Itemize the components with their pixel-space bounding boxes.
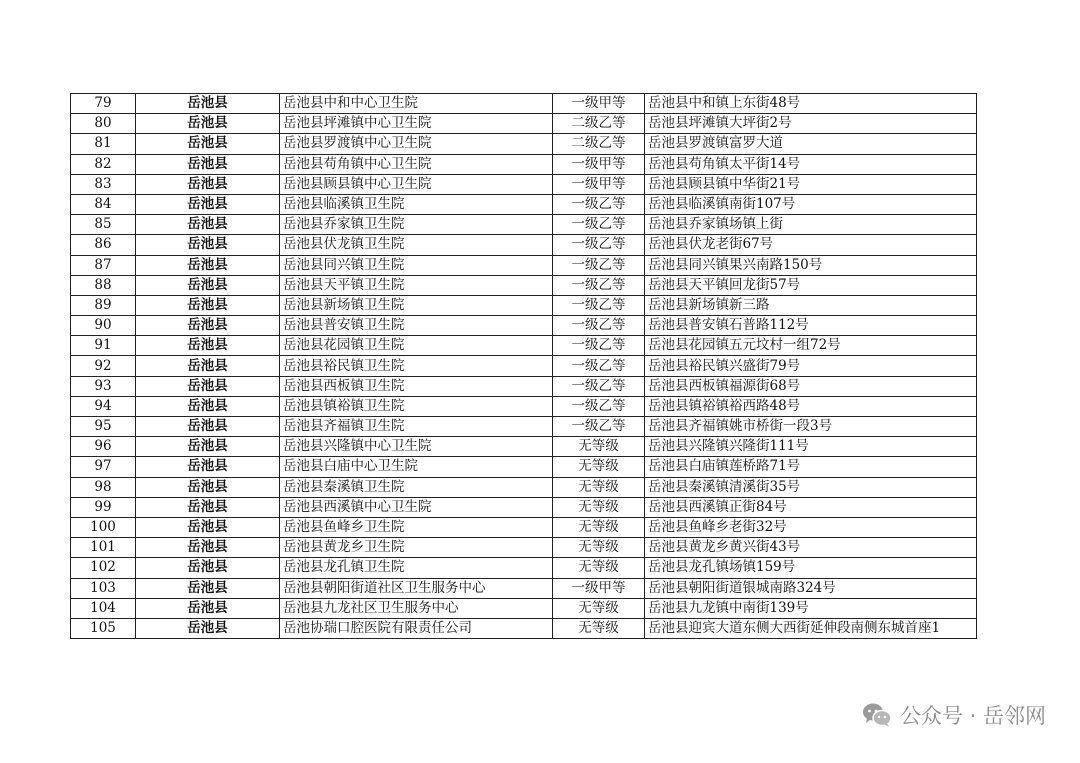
institution-name-cell: 岳池县秦溪镇卫生院: [280, 477, 553, 497]
institution-name-cell: 岳池县罗渡镇中心卫生院: [280, 134, 553, 154]
county-cell: 岳池县: [136, 437, 280, 457]
address-cell: 岳池县新场镇新三路: [645, 295, 977, 315]
address-cell: 岳池县裕民镇兴盛街79号: [645, 356, 977, 376]
table-row: [71, 457, 977, 477]
row-number: 104: [71, 598, 136, 618]
row-number: 81: [71, 134, 136, 154]
grade-cell: 一级甲等: [553, 154, 645, 174]
institution-name-cell: 岳池县齐福镇卫生院: [280, 417, 553, 437]
watermark-text: 公众号 · 岳邻网: [899, 704, 1046, 728]
row-number: 91: [71, 336, 136, 356]
table-row: [71, 417, 977, 437]
watermark: [862, 700, 1046, 730]
address-cell: 岳池县同兴镇果兴南路150号: [645, 255, 977, 275]
county-cell: 岳池县: [136, 215, 280, 235]
address-cell: 岳池县白庙镇莲桥路71号: [645, 457, 977, 477]
grade-cell: 二级乙等: [553, 134, 645, 154]
institution-name-cell: 岳池县鱼峰乡卫生院: [280, 517, 553, 537]
county-cell: 岳池县: [136, 235, 280, 255]
grade-cell: 无等级: [553, 497, 645, 517]
county-cell: 岳池县: [136, 255, 280, 275]
grade-cell: 无等级: [553, 517, 645, 537]
row-number: 87: [71, 255, 136, 275]
county-cell: 岳池县: [136, 598, 280, 618]
county-cell: 岳池县: [136, 477, 280, 497]
row-number: 101: [71, 538, 136, 558]
table-row: [71, 255, 977, 275]
county-cell: 岳池县: [136, 114, 280, 134]
table-row: [71, 215, 977, 235]
row-number: 102: [71, 558, 136, 578]
county-cell: 岳池县: [136, 356, 280, 376]
county-cell: 岳池县: [136, 134, 280, 154]
grade-cell: 一级乙等: [553, 336, 645, 356]
institution-name-cell: 岳池县镇裕镇卫生院: [280, 396, 553, 416]
table-row: [71, 558, 977, 578]
hospital-table: [70, 93, 977, 639]
county-cell: 岳池县: [136, 336, 280, 356]
address-cell: 岳池县普安镇石普路112号: [645, 316, 977, 336]
institution-name-cell: 岳池县天平镇卫生院: [280, 275, 553, 295]
grade-cell: 一级乙等: [553, 356, 645, 376]
table-row: [71, 437, 977, 457]
row-number: 100: [71, 517, 136, 537]
grade-cell: 一级乙等: [553, 255, 645, 275]
address-cell: 岳池县西溪镇正街84号: [645, 497, 977, 517]
table-row: [71, 538, 977, 558]
institution-name-cell: 岳池县乔家镇卫生院: [280, 215, 553, 235]
address-cell: 岳池县西板镇福源街68号: [645, 376, 977, 396]
table-row: [71, 114, 977, 134]
row-number: 93: [71, 376, 136, 396]
row-number: 82: [71, 154, 136, 174]
address-cell: 岳池县罗渡镇富罗大道: [645, 134, 977, 154]
institution-name-cell: 岳池县朝阳街道社区卫生服务中心: [280, 578, 553, 598]
row-number: 92: [71, 356, 136, 376]
address-cell: 岳池县龙孔镇场镇159号: [645, 558, 977, 578]
institution-name-cell: 岳池县西溪镇中心卫生院: [280, 497, 553, 517]
address-cell: 岳池县鱼峰乡老街32号: [645, 517, 977, 537]
address-cell: 岳池县临溪镇南街107号: [645, 194, 977, 214]
institution-name-cell: 岳池县白庙中心卫生院: [280, 457, 553, 477]
institution-name-cell: 岳池县花园镇卫生院: [280, 336, 553, 356]
county-cell: 岳池县: [136, 517, 280, 537]
table-row: [71, 295, 977, 315]
address-cell: 岳池县坪滩镇大坪街2号: [645, 114, 977, 134]
county-cell: 岳池县: [136, 417, 280, 437]
table-row: [71, 497, 977, 517]
county-cell: 岳池县: [136, 194, 280, 214]
institution-name-cell: 岳池县伏龙镇卫生院: [280, 235, 553, 255]
table-row: [71, 134, 977, 154]
row-number: 88: [71, 275, 136, 295]
table-row: [71, 477, 977, 497]
table-row: [71, 396, 977, 416]
row-number: 96: [71, 437, 136, 457]
grade-cell: 一级乙等: [553, 396, 645, 416]
grade-cell: 一级乙等: [553, 215, 645, 235]
grade-cell: 二级乙等: [553, 114, 645, 134]
address-cell: 岳池县朝阳街道银城南路324号: [645, 578, 977, 598]
county-cell: 岳池县: [136, 376, 280, 396]
table-row: [71, 275, 977, 295]
table-row: [71, 356, 977, 376]
table-row: [71, 174, 977, 194]
grade-cell: 无等级: [553, 558, 645, 578]
row-number: 79: [71, 94, 136, 114]
county-cell: 岳池县: [136, 538, 280, 558]
table-row: [71, 235, 977, 255]
county-cell: 岳池县: [136, 94, 280, 114]
table-row: [71, 194, 977, 214]
county-cell: 岳池县: [136, 558, 280, 578]
row-number: 97: [71, 457, 136, 477]
row-number: 95: [71, 417, 136, 437]
county-cell: 岳池县: [136, 457, 280, 477]
grade-cell: 一级乙等: [553, 295, 645, 315]
institution-name-cell: 岳池县兴隆镇中心卫生院: [280, 437, 553, 457]
grade-cell: 一级乙等: [553, 275, 645, 295]
grade-cell: 无等级: [553, 598, 645, 618]
address-cell: 岳池县花园镇五元坟村一组72号: [645, 336, 977, 356]
address-cell: 岳池县天平镇回龙街57号: [645, 275, 977, 295]
row-number: 83: [71, 174, 136, 194]
table-row: [71, 154, 977, 174]
grade-cell: 无等级: [553, 437, 645, 457]
grade-cell: 无等级: [553, 477, 645, 497]
row-number: 90: [71, 316, 136, 336]
institution-name-cell: 岳池协瑞口腔医院有限责任公司: [280, 618, 553, 638]
county-cell: 岳池县: [136, 316, 280, 336]
row-number: 80: [71, 114, 136, 134]
row-number: 85: [71, 215, 136, 235]
county-cell: 岳池县: [136, 154, 280, 174]
county-cell: 岳池县: [136, 174, 280, 194]
table-row: [71, 578, 977, 598]
institution-name-cell: 岳池县临溪镇卫生院: [280, 194, 553, 214]
grade-cell: 无等级: [553, 618, 645, 638]
institution-name-cell: 岳池县普安镇卫生院: [280, 316, 553, 336]
county-cell: 岳池县: [136, 497, 280, 517]
address-cell: 岳池县苟角镇太平街14号: [645, 154, 977, 174]
grade-cell: 一级乙等: [553, 194, 645, 214]
institution-name-cell: 岳池县黄龙乡卫生院: [280, 538, 553, 558]
grade-cell: 无等级: [553, 457, 645, 477]
address-cell: 岳池县迎宾大道东侧大西街延伸段南侧东城首座1: [645, 618, 977, 638]
county-cell: 岳池县: [136, 578, 280, 598]
table-row: [71, 517, 977, 537]
institution-name-cell: 岳池县坪滩镇中心卫生院: [280, 114, 553, 134]
county-cell: 岳池县: [136, 618, 280, 638]
address-cell: 岳池县黄龙乡黄兴街43号: [645, 538, 977, 558]
row-number: 89: [71, 295, 136, 315]
grade-cell: 一级乙等: [553, 235, 645, 255]
address-cell: 岳池县顾县镇中华街21号: [645, 174, 977, 194]
grade-cell: 一级甲等: [553, 94, 645, 114]
row-number: 99: [71, 497, 136, 517]
institution-name-cell: 岳池县苟角镇中心卫生院: [280, 154, 553, 174]
table-row: [71, 618, 977, 638]
address-cell: 岳池县秦溪镇清溪街35号: [645, 477, 977, 497]
grade-cell: 一级甲等: [553, 578, 645, 598]
address-cell: 岳池县兴隆镇兴隆街111号: [645, 437, 977, 457]
hospital-table-body: [71, 94, 977, 639]
table-row: [71, 598, 977, 618]
county-cell: 岳池县: [136, 275, 280, 295]
address-cell: 岳池县中和镇上东街48号: [645, 94, 977, 114]
table-row: [71, 336, 977, 356]
county-cell: 岳池县: [136, 295, 280, 315]
row-number: 105: [71, 618, 136, 638]
table-row: [71, 94, 977, 114]
address-cell: 岳池县镇裕镇裕西路48号: [645, 396, 977, 416]
row-number: 84: [71, 194, 136, 214]
grade-cell: 无等级: [553, 538, 645, 558]
institution-name-cell: 岳池县裕民镇卫生院: [280, 356, 553, 376]
institution-name-cell: 岳池县顾县镇中心卫生院: [280, 174, 553, 194]
institution-name-cell: 岳池县九龙社区卫生服务中心: [280, 598, 553, 618]
county-cell: 岳池县: [136, 396, 280, 416]
grade-cell: 一级乙等: [553, 316, 645, 336]
row-number: 86: [71, 235, 136, 255]
institution-name-cell: 岳池县同兴镇卫生院: [280, 255, 553, 275]
institution-name-cell: 岳池县西板镇卫生院: [280, 376, 553, 396]
wechat-icon: [862, 702, 892, 728]
grade-cell: 一级甲等: [553, 174, 645, 194]
institution-name-cell: 岳池县新场镇卫生院: [280, 295, 553, 315]
address-cell: 岳池县九龙镇中南街139号: [645, 598, 977, 618]
row-number: 98: [71, 477, 136, 497]
institution-name-cell: 岳池县龙孔镇卫生院: [280, 558, 553, 578]
institution-name-cell: 岳池县中和中心卫生院: [280, 94, 553, 114]
row-number: 94: [71, 396, 136, 416]
grade-cell: 一级乙等: [553, 376, 645, 396]
address-cell: 岳池县齐福镇姚市桥街一段3号: [645, 417, 977, 437]
grade-cell: 一级乙等: [553, 417, 645, 437]
address-cell: 岳池县乔家镇场镇上街: [645, 215, 977, 235]
row-number: 103: [71, 578, 136, 598]
table-row: [71, 376, 977, 396]
address-cell: 岳池县伏龙老街67号: [645, 235, 977, 255]
table-row: [71, 316, 977, 336]
